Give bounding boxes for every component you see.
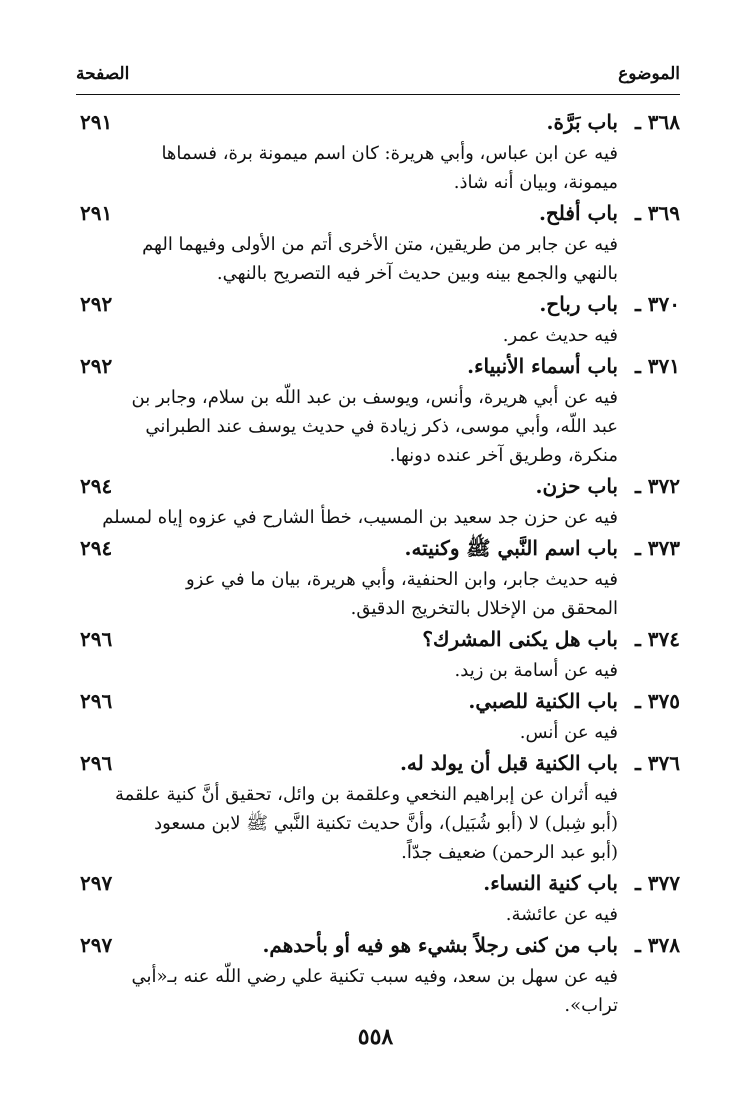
entry-heading-row [76, 623, 680, 656]
entry-number: ٣٧١ ـ [634, 354, 680, 378]
description-line: فيه عن ابن عباس، وأبي هريرة: كان اسم ميمونة برة، فسماها [161, 143, 618, 164]
entry-title: باب اسم النَّبي ﷺ وكنيته. [404, 536, 618, 560]
entry-heading-row [76, 929, 680, 962]
description-line: فيه عن عائشة. [505, 904, 618, 925]
entry-page-number: ٢٩١ [80, 110, 113, 134]
description-line: (أبو عبد الرحمن) ضعيف جدّاً. [401, 842, 618, 863]
entry-page-number: ٢٩٢ [80, 292, 113, 316]
entry-page-number: ٢٩٤ [80, 474, 113, 498]
entry-number: ٣٧٥ ـ [634, 689, 680, 713]
entry-description [130, 656, 618, 685]
page-column-label: الصفحة [76, 64, 130, 84]
entry-title: باب أفلح. [538, 201, 618, 225]
entry-number: ٣٦٨ ـ [634, 110, 680, 134]
description-line: فيه عن أبي هريرة، وأنس، ويوسف بن عبد اللّه بن سلام، وجابر بن [131, 387, 618, 408]
contents-entry [76, 470, 680, 532]
entry-description [130, 718, 618, 747]
contents-entry [76, 288, 680, 350]
description-line: فيه حديث عمر. [502, 325, 618, 346]
entry-heading-row [76, 747, 680, 780]
contents-entry [76, 685, 680, 747]
contents-entry [76, 532, 680, 623]
entry-title: باب رباح. [539, 292, 618, 316]
entry-description [114, 780, 618, 867]
entry-title: باب هل يكنى المشرك؟ [422, 627, 618, 651]
entry-page-number: ٢٩٦ [80, 627, 113, 651]
entry-description [130, 900, 618, 929]
entry-page-number: ٢٩٧ [80, 871, 113, 895]
entry-description [130, 230, 618, 288]
entry-number: ٣٧٠ ـ [634, 292, 680, 316]
entry-description [102, 503, 618, 532]
entry-description [130, 962, 618, 1020]
entry-title: باب الكنية قبل أن يولد له. [399, 751, 618, 775]
description-line: (أبو شِبل) لا (أبو شُبَيل)، وأنَّ حديث تكنية النَّبي ﷺ لابن مسعود [154, 813, 618, 834]
contents-entry [76, 867, 680, 929]
entry-number: ٣٧٨ ـ [634, 933, 680, 957]
entry-title: باب الكنية للصبي. [468, 689, 618, 713]
entry-page-number: ٢٩٢ [80, 354, 113, 378]
contents-list [76, 106, 680, 1020]
description-line: فيه حديث جابر، وابن الحنفية، وأبي هريرة، بيان ما في عزو [185, 569, 618, 590]
entry-heading-row [76, 350, 680, 383]
entry-page-number: ٢٩٦ [80, 751, 113, 775]
description-line: بالنهي والجمع بينه وبين حديث آخر فيه التصريح بالنهي. [216, 263, 618, 284]
entry-title: باب من كنى رجلاً بشيء هو فيه أو بأحدهم. [262, 933, 618, 957]
description-line: منكرة، وطريق آخر عنده دونها. [389, 445, 618, 466]
entry-number: ٣٧٧ ـ [634, 871, 680, 895]
entry-number: ٣٧٦ ـ [634, 751, 680, 775]
entry-title: باب بَرَّة. [546, 110, 618, 134]
entry-page-number: ٢٩٧ [80, 933, 113, 957]
description-line: فيه عن سهل بن سعد، وفيه سبب تكنية علي رضي اللّه عنه بـ«أبي [131, 966, 618, 987]
description-line: المحقق من الإخلال بالتخريج الدقيق. [350, 598, 618, 619]
entry-title: باب أسماء الأنبياء. [467, 354, 618, 378]
entry-page-number: ٢٩٦ [80, 689, 113, 713]
entry-title: باب كنية النساء. [483, 871, 618, 895]
contents-entry [76, 929, 680, 1020]
entry-description [130, 565, 618, 623]
entry-description [130, 139, 618, 197]
contents-entry [76, 197, 680, 288]
entry-heading-row [76, 532, 680, 565]
page-number: ٥٥٨ [357, 1024, 394, 1050]
contents-entry [76, 106, 680, 197]
entry-heading-row [76, 106, 680, 139]
entry-heading-row [76, 197, 680, 230]
entry-description [130, 321, 618, 350]
entry-heading-row [76, 685, 680, 718]
entry-page-number: ٢٩٤ [80, 536, 113, 560]
description-line: فيه عن أنس. [519, 722, 618, 743]
description-line: ميمونة، وبيان أنه شاذ. [453, 172, 618, 193]
entry-number: ٣٧٤ ـ [634, 627, 680, 651]
table-header [76, 58, 680, 95]
description-line: فيه عن جابر من طريقين، متن الأخرى أتم من الأولى وفيهما الهم [142, 234, 618, 255]
entry-number: ٣٦٩ ـ [634, 201, 680, 225]
description-line: عبد اللّه، وأبي موسى، ذكر زيادة في حديث يوسف عند الطبراني [145, 416, 618, 437]
entry-number: ٣٧٣ ـ [634, 536, 680, 560]
entry-title: باب حزن. [535, 474, 618, 498]
contents-entry [76, 747, 680, 867]
description-line: فيه أثران عن إبراهيم النخعي وعلقمة بن وائل، تحقيق أنَّ كنية علقمة [114, 784, 618, 805]
entry-heading-row [76, 288, 680, 321]
subject-column-label: الموضوع [618, 64, 680, 84]
entry-page-number: ٢٩١ [80, 201, 113, 225]
description-line: فيه عن حزن جد سعيد بن المسيب، خطأ الشارح في عزوه إياه لمسلم [102, 507, 618, 528]
entry-heading-row [76, 867, 680, 900]
contents-entry [76, 350, 680, 470]
entry-heading-row [76, 470, 680, 503]
contents-entry [76, 623, 680, 685]
entry-description [130, 383, 618, 470]
description-line: تراب». [564, 995, 618, 1016]
description-line: فيه عن أسامة بن زيد. [454, 660, 618, 681]
entry-number: ٣٧٢ ـ [634, 474, 680, 498]
